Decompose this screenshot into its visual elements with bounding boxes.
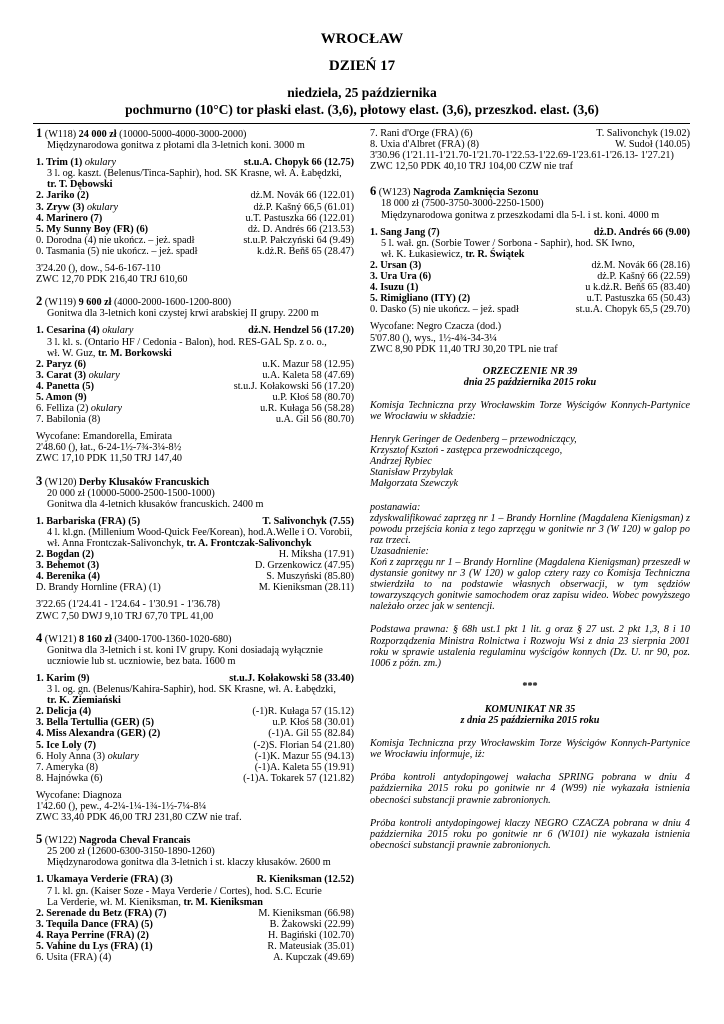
race-header xyxy=(370,186,690,220)
jockey: (-1)A. Tokarek 57 (121.82) xyxy=(243,772,354,784)
jockey: dż.N. Hendzel 56 (17.20) xyxy=(248,325,354,337)
race-description: Międzynarodowa gonitwa dla 3-letnich i st. klaczy kłusaków. 2600 m xyxy=(47,857,331,869)
winner-row xyxy=(36,157,354,168)
communique-block xyxy=(370,704,690,851)
jockey: dż.P. Kašný 66,5 (61.01) xyxy=(253,201,354,213)
horse-name: 4. Berenika (4) xyxy=(36,571,101,583)
jockey: dż.M. Novák 66 (122.01) xyxy=(250,190,354,202)
text-line: 2'48.60 (), łat., 6-24-1½-7¾-3¼-8½ xyxy=(36,442,182,454)
horse-name: 1. Karim (9) xyxy=(36,672,90,684)
winner-row xyxy=(36,516,354,527)
city-title: WROCŁAW xyxy=(320,31,404,47)
horse-note: okulary xyxy=(86,201,119,213)
communique-intro: Komisja Techniczna przy Wrocławskim Torze Wyścigów Konnych-Partynice we Wrocławiu informuje, iż: xyxy=(370,738,690,761)
pedigree: 5 l. wał. gn. (Sorbie Tower / Sorbona - Saphir), hod. SK Iwno, xyxy=(381,237,635,249)
jockey: (-1)A. Kaleta 55 (19.91) xyxy=(254,761,354,773)
driver: R. Kieniksman (12.52) xyxy=(256,874,354,886)
section-separator: *** xyxy=(522,680,538,692)
trainer: tr. A. Frontczak-Salivonchyk xyxy=(186,538,312,549)
jockey: u.T. Pastuszka 66 (122.01) xyxy=(245,212,354,224)
jockey: u.P. Kłoś 58 (30.01) xyxy=(272,717,354,729)
horse-name: 2. Serenade du Betz (FRA) (7) xyxy=(36,907,167,919)
pedigree: 3 l. og. kaszt. (Belenus/Tinca-Saphir), hod. SK Krasne, wł. A. Łabędzki, xyxy=(47,168,342,180)
day-title: DZIEŃ 17 xyxy=(328,58,396,74)
race-prize: 24 000 zł xyxy=(78,129,117,140)
race-prize-split: 18 000 zł (7500-3750-3000-2250-1500) xyxy=(381,198,544,210)
placing-row xyxy=(36,762,354,773)
jockey: st.u.J. Kołakowski 58 (33.40) xyxy=(229,672,354,684)
horse-name: 5. Amon (9) xyxy=(36,391,87,403)
horse-name: 5. Ice Loly (7) xyxy=(36,739,96,751)
horse-name: 3. Ura Ura (6) xyxy=(370,271,432,283)
decision-title: ORZECZENIE NR 39 xyxy=(482,365,578,377)
horse-note: okulary xyxy=(90,403,123,415)
placing-row xyxy=(370,139,690,150)
race-description: Gonitwa dla 4-letnich kłusaków francuskich. 2400 m xyxy=(47,498,264,510)
race-title: Nagroda Zamknięcia Sezonu xyxy=(413,187,539,199)
horse-name: 5. My Sunny Boy (FR) (6) xyxy=(36,223,149,235)
decision-date: dnia 25 października 2015 roku xyxy=(463,376,597,388)
horse-name: 8. Uxia d'Albret (FRA) (8) xyxy=(370,139,480,151)
race-code: (W121) xyxy=(44,633,77,645)
pedigree: 7 l. kl. gn. (Kaiser Soze - Maya Verderie / Cortes), hod. S.C. Ecurie xyxy=(47,885,322,897)
placing-row xyxy=(36,941,354,952)
jockey: u.P. Kłoś 58 (80.70) xyxy=(272,391,354,403)
horse-name: 0. Tasmania (5) nie ukończ. – jeż. spadł xyxy=(36,245,198,257)
race-2 xyxy=(36,296,354,464)
race-prize-split: 20 000 zł (10000-5000-2500-1500-1000) xyxy=(47,487,215,499)
header-divider xyxy=(33,123,690,124)
text-line: ZWC 12,70 PDK 216,40 TRJ 610,60 xyxy=(36,274,188,286)
jockey: A. Kupczak (49.69) xyxy=(273,952,354,964)
communique-date: z dnia 25 października 2015 roku xyxy=(460,715,600,727)
placing-row xyxy=(36,908,354,919)
horse-name: 1. Cesarina (4) xyxy=(36,325,100,337)
horse-name: 7. Ameryka (8) xyxy=(36,761,98,773)
placing-row xyxy=(36,190,354,201)
race-3 xyxy=(36,473,354,622)
placing-row xyxy=(36,560,354,571)
horse-name: 4. Raya Perrine (FRA) (2) xyxy=(36,929,149,941)
owner: wł. Anna Frontczak-Salivonchyk, xyxy=(47,538,184,549)
placings xyxy=(370,128,690,150)
result-summary xyxy=(36,263,354,285)
jockey: st.u.J. Kołakowski 56 (17.20) xyxy=(233,380,354,392)
race-description: Międzynarodowa gonitwa z przeszkodami dla 5-l. i st. koni. 4000 m xyxy=(381,209,660,221)
result-summary xyxy=(36,790,354,823)
placings xyxy=(370,260,690,315)
placing-row xyxy=(36,403,354,414)
horse-name: 1. Trim (1) xyxy=(36,157,83,169)
placing-row xyxy=(36,381,354,392)
jockey: u.A. Gil 56 (80.70) xyxy=(275,414,354,426)
placing-row xyxy=(36,706,354,717)
jockey: u.T. Pastuszka 65 (50.43) xyxy=(586,293,690,305)
text-line: 3'22.65 (1'24.41 - 1'24.64 - 1'30.91 - 1'36.78) xyxy=(36,599,221,611)
trainer: tr. M. Kieniksman xyxy=(183,896,263,908)
driver: T. Salivonchyk (7.55) xyxy=(262,515,354,527)
horse-name: D. Brandy Hornline (FRA) (1) xyxy=(36,582,161,594)
placings xyxy=(36,359,354,426)
horse-name: 2. Jariko (2) xyxy=(36,190,89,202)
race-code: (W120) xyxy=(44,476,77,488)
horse-name: 6. Holy Anna (3) xyxy=(36,750,106,762)
placing-row xyxy=(370,293,690,304)
jockey: u.K. Mazur 58 (12.95) xyxy=(262,358,354,370)
jockey: (-1)R. Kułaga 57 (15.12) xyxy=(252,706,354,718)
horse-name: 2. Paryz (6) xyxy=(36,358,87,370)
trainer: tr. K. Ziemiański xyxy=(47,695,121,707)
placing-row xyxy=(370,128,690,139)
race-description: Gonitwa dla 3-letnich i st. koni IV grupy. Koni dosiadają wyłącznie uczniowie lub st. uczniowie, bez bata. 1600 m xyxy=(47,644,323,667)
horse-note: okulary xyxy=(84,157,116,169)
text-line: 3'30.96 (1'21.11-1'21.70-1'21.70-1'22.53-1'22.69-1'23.61-1'26.13- 1'27.21) xyxy=(370,150,674,162)
communique-paragraph-1: Próba kontroli antydopingowej wałacha SPRING pobrana w dniu 4 października 2015 roku po gonitwie nr 4 (W99) nie wykazała istnienia obecności substancji prawnie zabronionych. xyxy=(370,772,690,806)
result-summary xyxy=(370,150,690,172)
jockey: (-1)A. Gil 55 (82.84) xyxy=(268,728,354,740)
horse-name: 3. Tequila Dance (FRA) (5) xyxy=(36,918,153,930)
placing-row xyxy=(370,271,690,282)
placing-row xyxy=(36,728,354,739)
horse-name: 6. Usita (FRA) (4) xyxy=(36,952,112,964)
placing-row xyxy=(36,740,354,751)
trainer: tr. R. Świątek xyxy=(465,248,525,260)
resolved-label: postanawia: xyxy=(370,501,421,513)
horse-name: 7. Babilonia (8) xyxy=(36,414,101,426)
jockey: k.dż.R. Beňš 65 (28.47) xyxy=(256,245,354,257)
text-line: Krzysztof Ksztoń - zastępca przewodniczącego, xyxy=(370,445,563,457)
race-prize-split: (3400-1700-1360-1020-680) xyxy=(114,633,232,645)
race-code: (W119) xyxy=(44,297,77,309)
pedigree: 3 l. og. gn. (Belenus/Kahira-Saphir), hod. SK Krasne, wł. A. Łabędzki, xyxy=(47,684,336,696)
placing-row xyxy=(370,304,690,315)
horse-name: 7. Rani d'Orge (FRA) (6) xyxy=(370,128,473,139)
jockey: H. Miksha (17.91) xyxy=(278,549,354,561)
weather-line: pochmurno (10°C) tor płaski elast. (3,6), płotowy elast. (3,6), przeszkod. elast. (3,6) xyxy=(125,102,599,117)
race-4 xyxy=(36,630,354,824)
placing-row xyxy=(370,282,690,293)
race-header xyxy=(36,473,354,510)
placing-row xyxy=(36,370,354,381)
jockey: u.A. Kaleta 58 (47.69) xyxy=(262,369,354,381)
text-line: Wycofane: Diagnoza xyxy=(36,789,122,801)
race-code: (W118) xyxy=(44,129,77,140)
horse-name: 3. Carat (3) xyxy=(36,369,87,381)
horse-name: 2. Delicja (4) xyxy=(36,706,92,718)
race-number: 1 xyxy=(36,126,43,140)
horse-note: okulary xyxy=(102,325,134,337)
horse-name: 1. Ukamaya Verderie (FRA) (3) xyxy=(36,874,173,886)
race-header xyxy=(36,630,354,667)
text-line: Wycofane: Negro Czacza (dod.) xyxy=(370,321,502,333)
race-prize: 8 160 zł xyxy=(79,633,112,645)
text-line: ZWC 33,40 PDK 46,00 TRJ 231,80 CZW nie traf. xyxy=(36,812,242,824)
result-summary xyxy=(36,431,354,464)
winner-row xyxy=(36,874,354,885)
jockey: dż. D. Andrés 66 (213.53) xyxy=(247,223,354,235)
race-header xyxy=(36,834,354,868)
text-line: Henryk Geringer de Oedenberg – przewodniczący, xyxy=(370,434,577,446)
horse-name: 5. Rimigliano (ITY) (2) xyxy=(370,293,471,305)
placing-row xyxy=(36,773,354,784)
jockey: dż.M. Novák 66 (28.16) xyxy=(591,259,690,271)
horse-name: 4. Isuzu (1) xyxy=(370,282,419,294)
jockey: R. Mateusiak (35.01) xyxy=(267,941,354,952)
jockey: st.u.A. Chopyk 65,5 (29.70) xyxy=(575,304,690,316)
jockey: T. Salivonchyk (19.02) xyxy=(596,128,690,139)
text-line: ZWC 17,10 PDK 11,50 TRJ 147,40 xyxy=(36,453,183,465)
horse-note: okulary xyxy=(88,369,120,381)
placing-row xyxy=(36,224,354,235)
placing-row xyxy=(36,414,354,425)
placing-row xyxy=(36,359,354,370)
placing-row xyxy=(36,919,354,930)
result-summary xyxy=(36,599,354,621)
race-number: 4 xyxy=(36,630,43,645)
placing-row xyxy=(36,952,354,963)
reason-label: Uzasadnienie: xyxy=(370,545,429,557)
race-number: 3 xyxy=(36,473,43,488)
text-line: Andrzej Rybiec xyxy=(370,456,432,468)
text-line: 5'07.80 (), wys., 1½-4¾-34-3¼ xyxy=(370,332,497,344)
placing-row xyxy=(36,213,354,224)
reason-text: Koń z zaprzęgu nr 1 – Brandy Hornline (Magdalena Kienigsman) przeszedł w dystansie gonitwy nr 3 (W 120) w galop cztery razy co Komisja Techniczna stwierdziła to na podstawie własnych obserwacji, w tym sędziów towarzyszących gonitwie samochodem oraz zapisu wideo. Wobec powyższego należało orzec jak w sentencji. xyxy=(370,557,690,613)
text-line: 3'24.20 (), dow., 54-6-167-110 xyxy=(36,263,161,275)
resolved-text: zdyskwalifikować zaprzęg nr 1 – Brandy Hornline (Magdalena Kienigsman) z powodu przejścia konia z tego zaprzęgu w gonitwie nr 3 (W 120) w galop po raz trzeci. xyxy=(370,512,690,546)
race-number: 5 xyxy=(36,832,43,847)
jockey: (-1)K. Mazur 55 (94.13) xyxy=(254,750,354,762)
jockey: B. Żakowski (22.99) xyxy=(269,918,354,930)
jockey: st.u.A. Chopyk 66 (12.75) xyxy=(243,157,354,169)
pedigree: 4 l. kl.gn. (Millenium Wood-Quick Fee/Korean), hod.A.Welle i O. Vorobii, xyxy=(47,526,353,538)
result-summary xyxy=(370,321,690,354)
horse-note: okulary xyxy=(107,750,139,762)
horse-name: 8. Hajnówka (6) xyxy=(36,772,103,784)
race-prize: 9 600 zł xyxy=(78,297,112,309)
text-line: 1'42.60 (), pew., 4-2¼-1¼-1¾-1½-7¼-8¼ xyxy=(36,800,207,812)
jockey: dż.P. Kašný 66 (22.59) xyxy=(597,271,690,283)
race-code: (W123) xyxy=(378,187,411,199)
horse-name: 2. Bogdan (2) xyxy=(36,549,95,561)
horse-name: 2. Ursan (3) xyxy=(370,259,422,271)
communique-title: KOMUNIKAT NR 35 xyxy=(484,703,576,715)
text-line: Małgorzata Szewczyk xyxy=(370,478,458,490)
communique-paragraph-2: Próba kontroli antydopingowej klaczy NEGRO CZACZA pobrana w dniu 4 października 2015 roku po gonitwie nr 6 (W101) nie wykazała istnienia obecności substancji prawnie zabronionych. xyxy=(370,817,690,851)
placing-row xyxy=(36,930,354,941)
horse-name: 6. Felliza (2) xyxy=(36,403,89,415)
trainer: tr. M. Borkowski xyxy=(97,347,172,359)
race-title: Nagroda Cheval Francais xyxy=(79,835,191,847)
left-column xyxy=(36,128,354,974)
race-6 xyxy=(370,186,690,354)
placing-row xyxy=(370,260,690,271)
jockey: H. Bagiński (102.70) xyxy=(267,929,354,941)
placing-row xyxy=(36,549,354,560)
date-line: niedziela, 25 października xyxy=(287,85,437,100)
owner: wł. K. Łukasiewicz, xyxy=(381,248,463,260)
race-code: (W122) xyxy=(44,835,77,847)
jockey: u k.dż.R. Beňš 65 (83.40) xyxy=(585,282,690,294)
race-prize-split: (4000-2000-1600-1200-800) xyxy=(114,297,232,309)
text-line: ZWC 12,50 PDK 40,10 TRJ 104,00 CZW nie traf xyxy=(370,161,574,173)
placings xyxy=(36,908,354,963)
jockey: M. Kieniksman (28.11) xyxy=(258,582,354,594)
jockey: S. Muszyński (85.80) xyxy=(266,571,354,583)
jockey: M. Kieniksman (66.98) xyxy=(258,907,354,919)
text-line: ZWC 8,90 PDK 11,40 TRJ 30,20 TPL nie traf xyxy=(370,343,558,355)
winner-row xyxy=(36,673,354,684)
legal-basis: Podstawa prawna: § 68h ust.1 pkt 1 lit. g oraz § 27 ust. 2 pkt 1,3, 8 i 10 Rozporządzenia Ministra Rolnictwa i Rozwoju Wsi z dnia 23 sierpnia 2001 roku w sprawie ustalenia regulaminu wyścigów konnych (Dz. U. nr 90, poz. 1006 z późn. zm.) xyxy=(370,624,690,669)
jockey: W. Sudoł (140.05) xyxy=(615,139,690,151)
horse-name: 4. Marinero (7) xyxy=(36,212,103,224)
jockey: dż.D. Andrés 66 (9.00) xyxy=(593,226,690,238)
winner-row xyxy=(370,227,690,238)
horse-name: 1. Barbariska (FRA) (5) xyxy=(36,515,141,527)
race-prize-split: 25 200 zł (12600-6300-3150-1890-1260) xyxy=(47,846,215,858)
horse-name: 5. Vahine du Lys (FRA) (1) xyxy=(36,941,153,952)
jockey: st.u.P. Pałczyński 64 (9.49) xyxy=(243,234,354,246)
horse-name: 3. Zryw (3) xyxy=(36,201,85,213)
text-line: Stanisław Przybylak xyxy=(370,467,453,479)
race-5 xyxy=(36,834,354,963)
race-prize-split: (10000-5000-4000-3000-2000) xyxy=(119,129,247,140)
horse-name: 3. Bella Tertullia (GER) (5) xyxy=(36,717,155,729)
placing-row xyxy=(36,582,354,593)
text-line: ZWC 7,50 DWJ 9,10 TRJ 67,70 TPL 41,00 xyxy=(36,610,214,622)
horse-name: 1. Sang Jang (7) xyxy=(370,226,440,238)
horse-name: 4. Panetta (5) xyxy=(36,380,94,392)
race-number: 6 xyxy=(370,184,377,199)
horse-name: 3. Behemot (3) xyxy=(36,560,100,572)
race-number: 2 xyxy=(36,294,43,309)
placing-row xyxy=(36,571,354,582)
commission-members xyxy=(370,434,690,489)
placing-row xyxy=(36,202,354,213)
placings xyxy=(36,706,354,784)
jockey: (-2)S. Florian 54 (21.80) xyxy=(253,739,354,751)
race-header xyxy=(36,296,354,319)
winner-row xyxy=(36,325,354,336)
jockey: D. Grzenkowicz (47.95) xyxy=(254,560,354,572)
placings xyxy=(36,190,354,257)
text-line: Wycofane: Emandorella, Emirata xyxy=(36,431,173,443)
horse-name: 4. Miss Alexandra (GER) (2) xyxy=(36,728,161,740)
owner: wł. W. Guz, xyxy=(47,347,96,359)
horse-name: 0. Dorodna (4) nie ukończ. – jeż. spadł xyxy=(36,234,195,246)
placing-row xyxy=(36,717,354,728)
race-description: Gonitwa dla 3-letnich koni czystej krwi arabskiej II grupy. 2200 m xyxy=(47,308,319,320)
placings xyxy=(36,549,354,593)
placing-row xyxy=(36,392,354,403)
placing-row xyxy=(36,751,354,762)
placing-row xyxy=(36,246,354,257)
decision-intro: Komisja Techniczna przy Wrocławskim Torze Wyścigów Konnych-Partynice we Wrocławiu w składzie: xyxy=(370,399,690,422)
race-title: Derby Klusaków Francuskich xyxy=(79,476,210,488)
right-column xyxy=(370,128,690,851)
race-header xyxy=(36,128,354,151)
pedigree: 3 l. kl. s. (Ontario HF / Cedonia - Balon), hod. RES-GAL Sp. z o. o., xyxy=(47,336,327,348)
horse-name: 0. Dasko (5) nie ukończ. – jeż. spadł xyxy=(370,304,519,316)
race-description: Międzynarodowa gonitwa z płotami dla 3-letnich koni. 3000 m xyxy=(47,140,305,152)
race-5-continued xyxy=(370,128,690,172)
placing-row xyxy=(36,235,354,246)
race-1 xyxy=(36,128,354,285)
decision-block xyxy=(370,366,690,692)
jockey: u.R. Kułaga 56 (58.28) xyxy=(260,403,354,415)
trainer: tr. T. Dębowski xyxy=(47,179,113,191)
owner: La Verderie, wł. M. Kieniksman, xyxy=(47,896,181,908)
